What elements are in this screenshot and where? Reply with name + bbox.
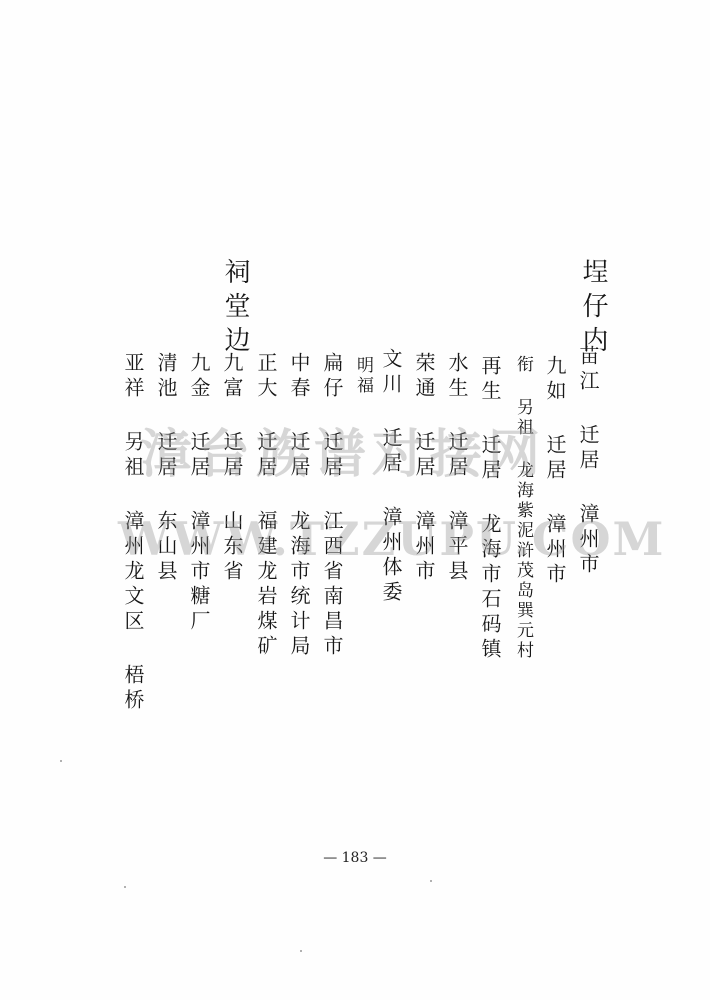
page-number: — 183 — [323,850,387,866]
entry-column-5: 水生 迁居 漳平县 [445,352,469,585]
scan-speck [430,880,432,882]
entry-column-7: 文川 迁居 漳州体委 [379,348,403,606]
entry-column-8: 明福 [353,356,373,396]
entry-column-13: 九金 迁居 漳州市糖厂 [187,352,211,635]
entry-column-4: 再生 迁居 龙海市石码镇 [478,355,502,663]
entry-column-10: 中春 迁居 龙海市统计局 [287,352,311,660]
heading-citangbian: 祠堂边 [220,258,250,360]
watermark-chinese: 漳台族谱对接网 [140,424,547,485]
entry-column-12: 九富 迁居 山东省 [220,352,244,585]
entry-column-15: 亚祥 另祖 漳州龙文区 梧桥 [121,352,145,714]
scan-speck [300,950,302,952]
entry-column-2: 九如 迁居 漳州市 [543,355,567,588]
entry-column-3: 衔 另祖 龙海紫泥浒茂岛巽元村 [513,355,533,661]
entry-column-6: 荣通 迁居 漳州市 [412,352,436,585]
watermark-english: WWW.TZZUPU.COM [118,512,666,566]
entry-column-14: 清池 迁居 东山县 [154,352,178,585]
scan-speck [60,760,62,762]
entry-column-9: 扁仔 迁居 江西省南昌市 [320,352,344,660]
scan-speck [124,886,126,888]
entry-column-1: 苗江 迁居 漳州市 [576,345,600,578]
heading-chengzainei: 埕仔内 [578,258,608,360]
entry-column-11: 正大 迁居 福建龙岩煤矿 [254,352,278,660]
